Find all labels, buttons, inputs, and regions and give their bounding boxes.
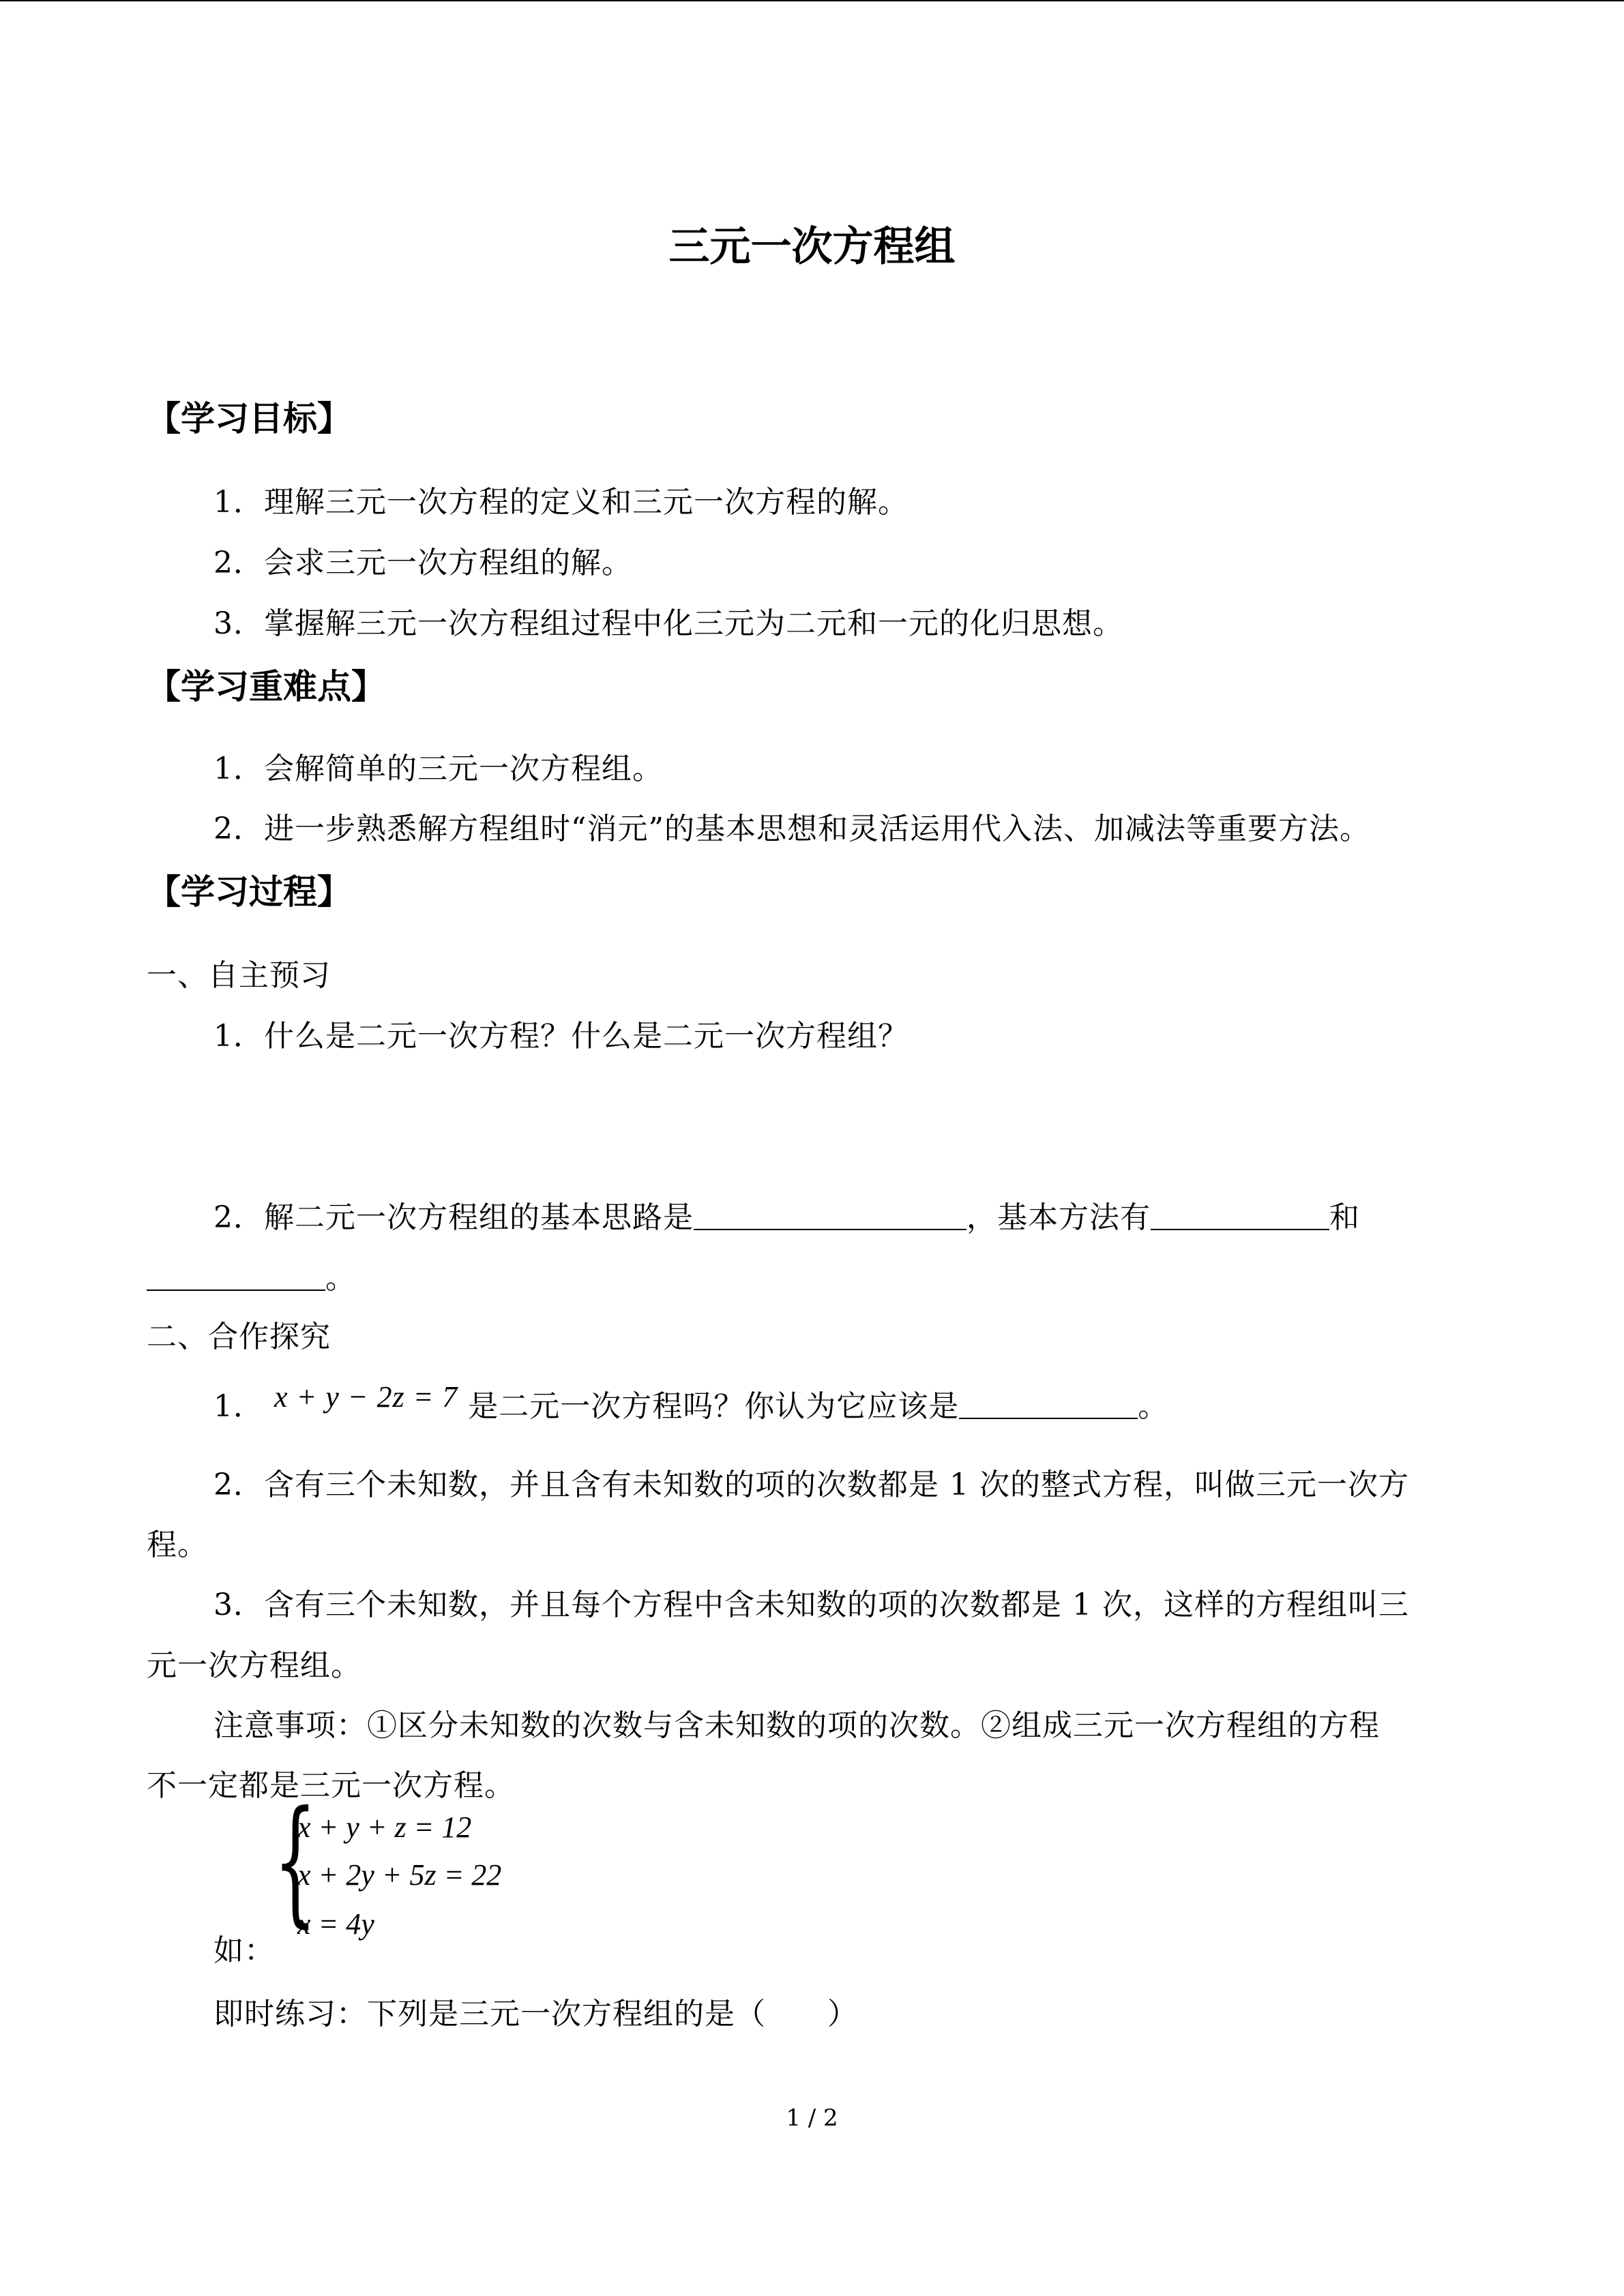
part1-title: 一、自主预习 [147,958,331,993]
answer-blank-method-1[interactable] [1151,1202,1329,1230]
answer-blank-q1[interactable] [959,1390,1138,1419]
q1-equation: x + y − 2z = 7 [274,1380,458,1414]
part2-question-3-line2: 元一次方程组。 [147,1648,361,1683]
q1-end: 。 [1138,1389,1169,1424]
q2-text-a: 2．解二元一次方程组的基本思路是 [213,1200,694,1235]
part2-question-3-line1: 3．含有三个未知数，并且每个方程中含未知数的项的次数都是 1 次，这样的方程组叫三 [213,1587,1409,1622]
note-line-1: 注意事项：①区分未知数的次数与含未知数的项的次数。②组成三元一次方程组的方程 [213,1708,1380,1743]
part1-question-2-cont [147,1253,356,1297]
key-point-item-2: 2．进一步熟悉解方程组时“消元”的基本思想和灵活运用代入法、加减法等重要方法。 [213,811,1370,846]
q1-number: 1． [213,1389,264,1424]
q2-text-b: ，基本方法有 [966,1200,1151,1235]
answer-blank-approach[interactable] [694,1202,966,1230]
objective-item-1: 1．理解三元一次方程的定义和三元一次方程的解。 [213,485,909,520]
note-line-2: 不一定都是三元一次方程。 [147,1768,515,1803]
key-points-heading: 【学习重难点】 [147,667,385,706]
q2-text-c: 和 [1329,1200,1360,1235]
objective-item-3: 3．掌握解三元一次方程组过程中化三元为二元和一元的化归思想。 [213,606,1123,641]
objective-item-2: 2．会求三元一次方程组的解。 [213,546,632,580]
part2-title: 二、合作探究 [147,1320,331,1354]
system-equation-1: x + y + z = 12 [297,1810,472,1844]
system-equation-2: x + 2y + 5z = 22 [297,1858,502,1892]
objectives-heading: 【学习目标】 [147,399,351,438]
part2-question-2-line2: 程。 [147,1527,208,1562]
answer-blank-method-2[interactable] [147,1262,325,1291]
key-point-item-1: 1．会解简单的三元一次方程组。 [213,751,663,786]
part2-question-2-line1: 2．含有三个未知数，并且含有未知数的项的次数都是 1 次的整式方程，叫做三元一次方 [213,1467,1409,1502]
page-number: 1 / 2 [786,2104,838,2132]
q2-text-end: 。 [325,1261,356,1296]
part2-question-1 [213,1382,1168,1425]
part1-question-2 [213,1193,1360,1236]
system-brace: { [274,1782,317,1941]
process-heading: 【学习过程】 [147,872,351,912]
q1-text: 是二元一次方程吗？你认为它应该是 [468,1389,960,1424]
page-title: 三元一次方程组 [668,223,956,271]
system-equation-3: x = 4y [297,1907,374,1941]
part1-question-1: 1．什么是二元一次方程？什么是二元一次方程组？ [213,1019,909,1054]
example-label: 如： [213,1933,275,1968]
practice-question: 即时练习：下列是三元一次方程组的是（ ） [213,1997,858,2031]
